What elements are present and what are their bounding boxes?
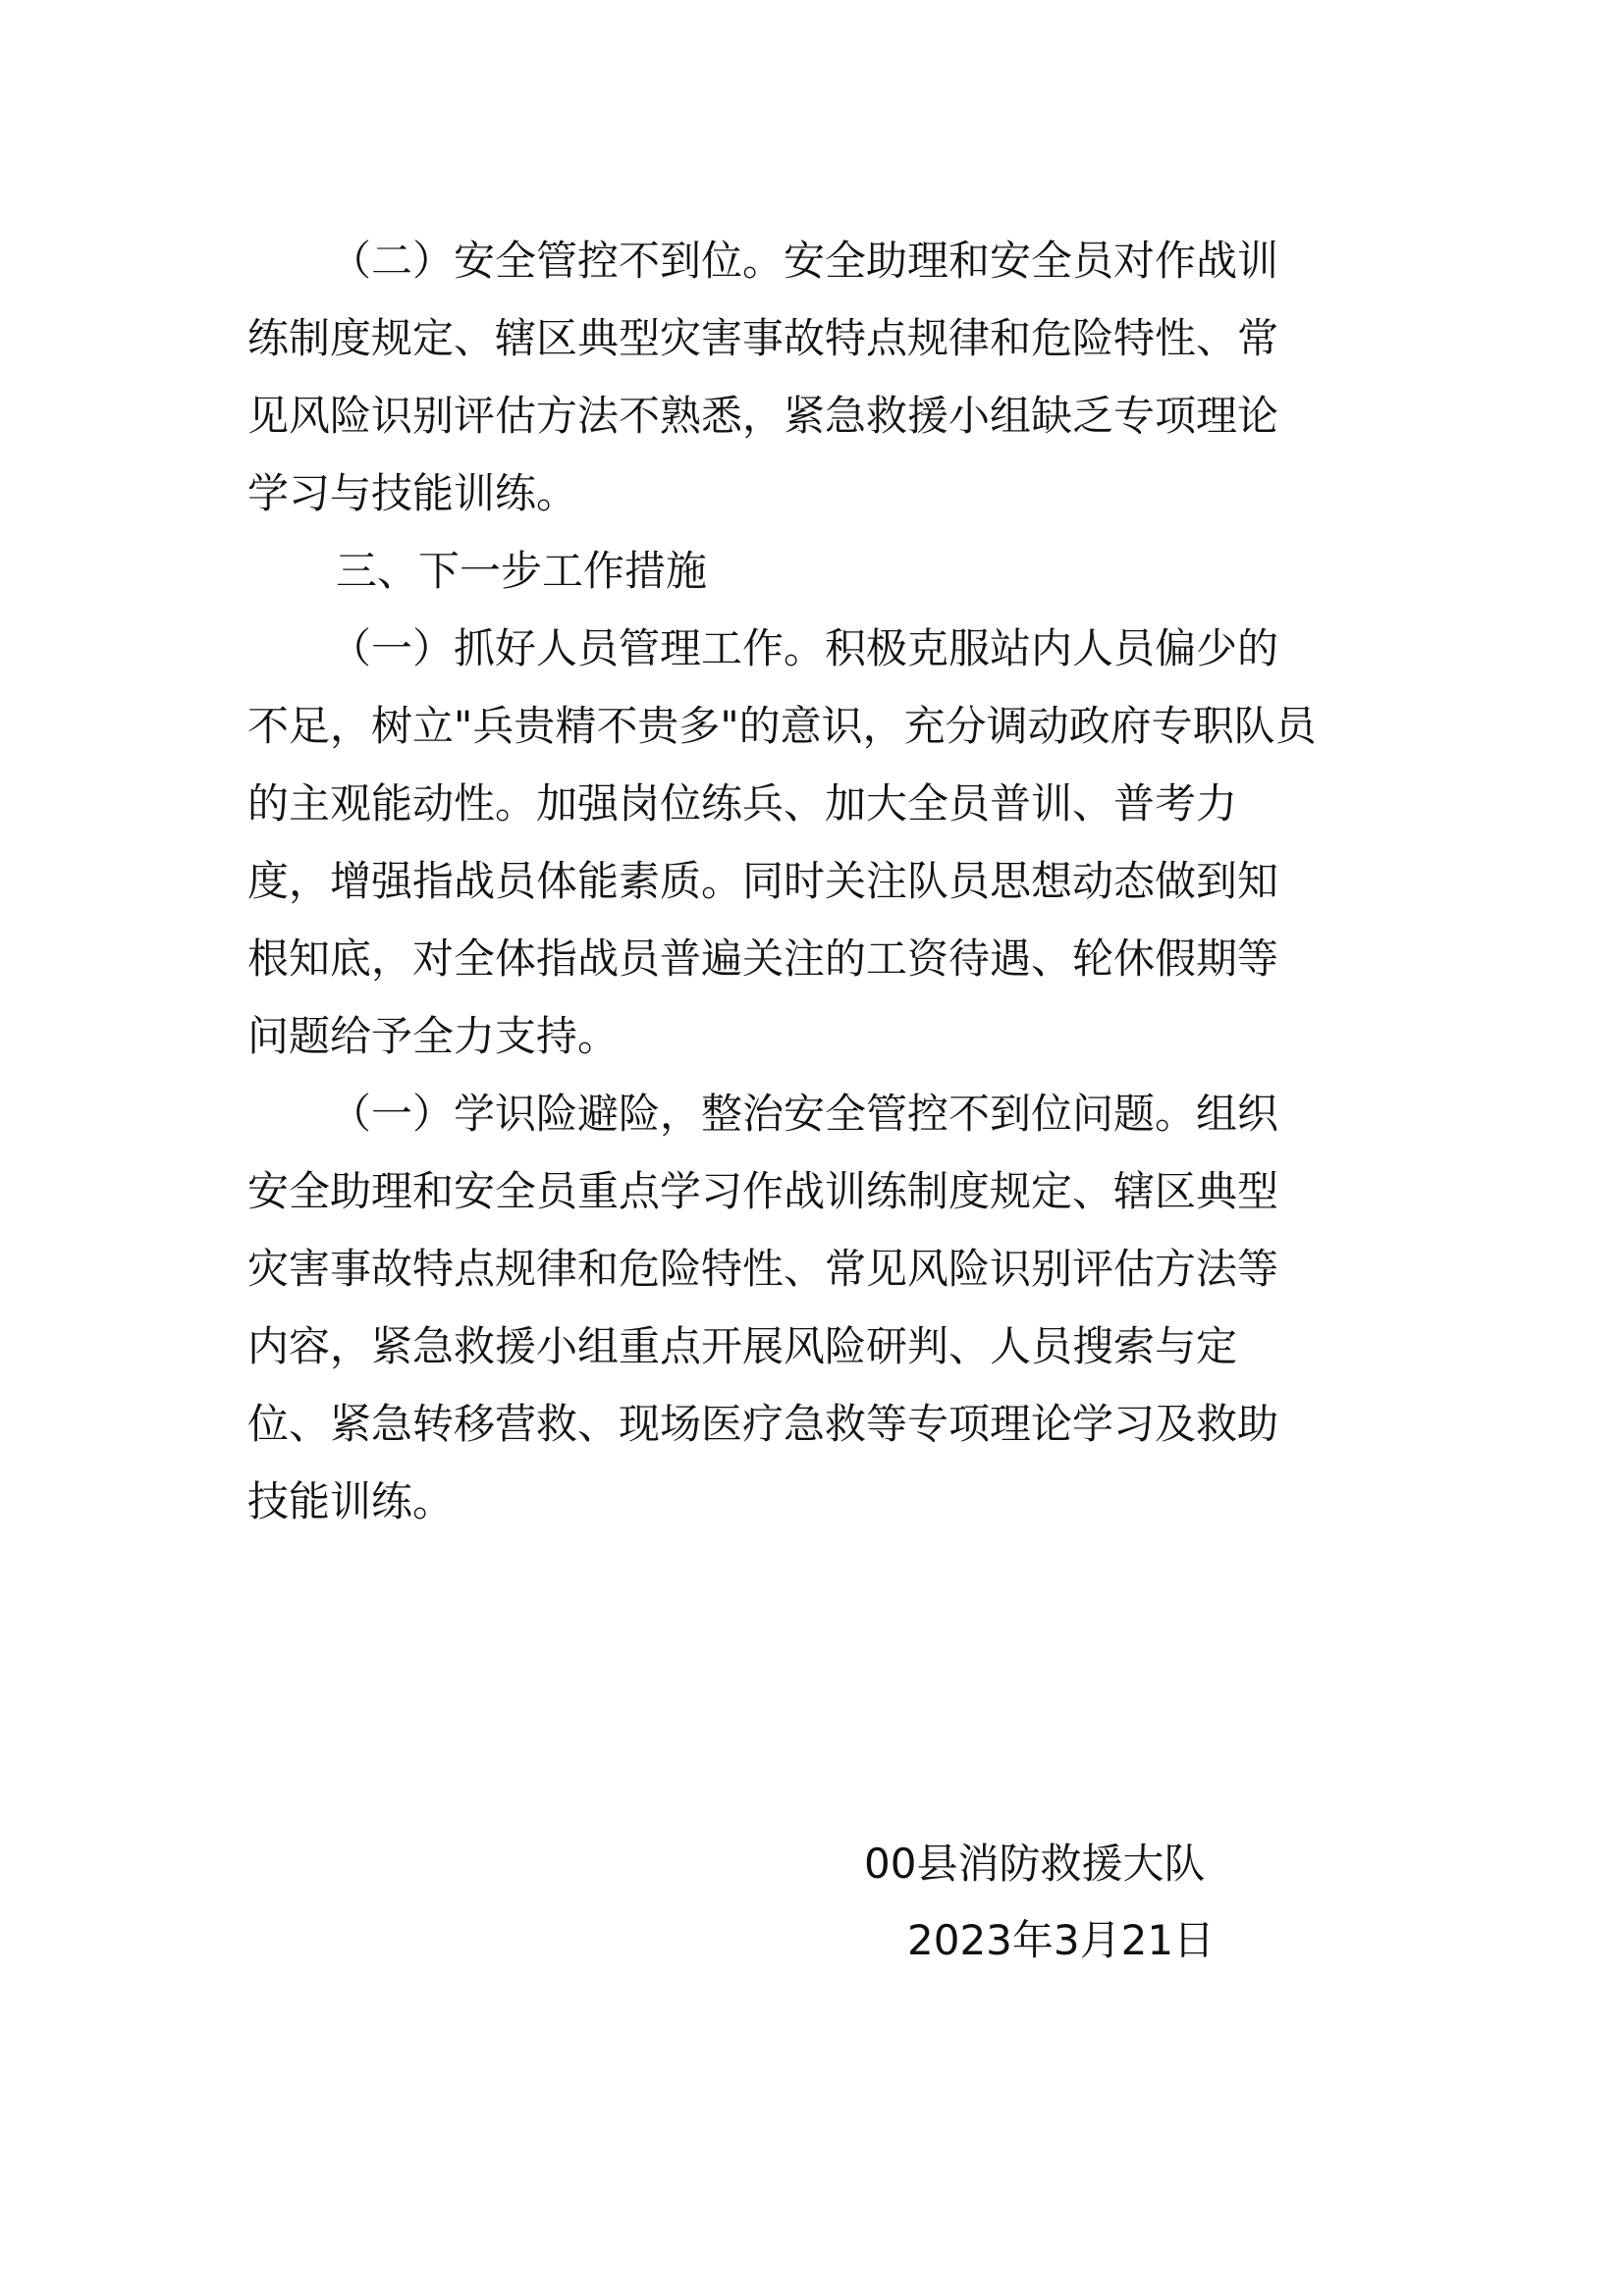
signature-block: [864, 1826, 1215, 1979]
signature-organization: 00县消防救援大队: [864, 1840, 1206, 1888]
text-line: 技能训练。: [247, 1477, 455, 1525]
text-line: 灾害事故特点规律和危险特性、常见风险识别评估方法等: [247, 1245, 1279, 1293]
text-line: 见风险识别评估方法不熟悉，紧急救援小组缺乏专项理论: [247, 392, 1279, 440]
paragraph-safety-control: [247, 222, 1386, 532]
section-heading-next-steps: [247, 532, 1386, 610]
signature-date: 2023年3月21日: [907, 1916, 1216, 1964]
text-line: （一）学识险避险，整治安全管控不到位问题。组织: [330, 1090, 1279, 1138]
document-body: [247, 222, 1386, 1540]
heading-line: 三、下一步工作措施: [336, 547, 708, 595]
text-line: （一）抓好人员管理工作。积极克服站内人员偏少的: [330, 624, 1279, 672]
text-line: （二）安全管控不到位。安全助理和安全员对作战训: [330, 237, 1279, 285]
text-line: 的主观能动性。加强岗位练兵、加大全员普训、普考力: [247, 779, 1238, 828]
text-line: 根知底，对全体指战员普遍关注的工资待遇、轮休假期等: [247, 934, 1279, 983]
text-line: 练制度规定、辖区典型灾害事故特点规律和危险特性、常: [247, 314, 1279, 362]
paragraph-personnel-management: [247, 610, 1386, 1075]
text-line: 安全助理和安全员重点学习作战训练制度规定、辖区典型: [247, 1167, 1279, 1215]
text-line: 问题给予全力支持。: [247, 1012, 620, 1060]
text-line: 不足，树立"兵贵精不贵多"的意识，充分调动政府专职队员: [247, 702, 1317, 750]
text-line: 度，增强指战员体能素质。同时关注队员思想动态做到知: [247, 857, 1279, 905]
text-line: 位、紧急转移营救、现场医疗急救等专项理论学习及救助: [247, 1400, 1279, 1448]
paragraph-safety-learning: [247, 1075, 1386, 1540]
text-line: 学习与技能训练。: [247, 469, 578, 517]
text-line: 内容，紧急救援小组重点开展风险研判、人员搜索与定: [247, 1322, 1238, 1370]
